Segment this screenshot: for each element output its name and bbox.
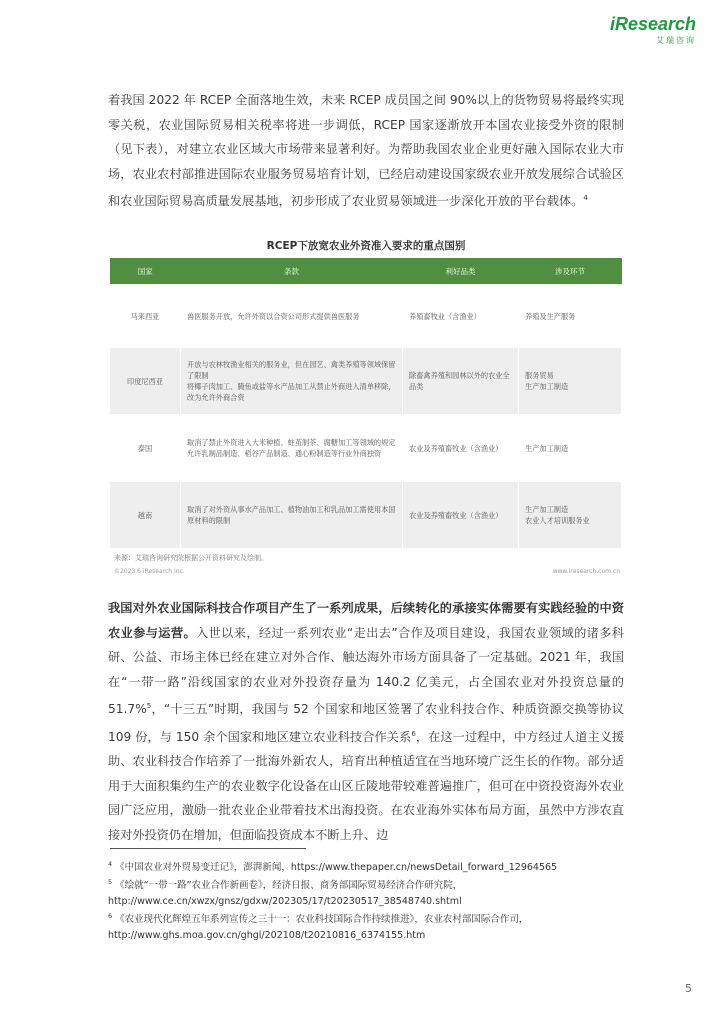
row-stage: 生产加工制造	[519, 414, 622, 482]
footnote-ref-4: 4	[583, 194, 588, 202]
footnote-num: 5	[108, 878, 113, 886]
row-country: 马来西亚	[110, 284, 181, 348]
intro-paragraph	[108, 88, 624, 214]
iresearch-logo	[610, 14, 696, 46]
page-number: 5	[685, 982, 692, 995]
row-clause: 取消了对外资从事水产品加工、植物油加工和乳品加工需使用本国原材料的限制	[181, 482, 403, 548]
table-row	[110, 348, 622, 414]
row-goods: 除畜禽养殖和园林以外的农业全品类	[403, 348, 519, 414]
footnote-ref-5: 5	[146, 702, 152, 710]
copyright: ©2023.6 iResearch Inc.	[114, 568, 185, 575]
rcep-table	[110, 258, 622, 548]
footnote-text: 《绘就“一带一路”农业合作新画卷》，经济日报、商务部国际贸易经济合作研究院，http://www.ce.cn/xwzx/gnsz/gdxw/202305/17/t20230517_38548740.shtml	[108, 880, 463, 908]
footnote-text: 《中国农业对外贸易变迁记》，澎湃新闻，https://www.thepaper.cn/newsDetail_forward_12964565	[115, 862, 558, 874]
table-row	[110, 284, 622, 348]
intro-text: 着我国 2022 年 RCEP 全面落地生效，未来 RCEP 成员国之间 90%以上的货物贸易将最终实现零关税，农业国际贸易相关税率将进一步调低，RCEP 国家逐渐放开本国农业接受外资的限制（见下表），对建立农业区域大市场带来显著利好。为帮助我国农业企业更好融入国际农业大市场，农业农村部推进国际农业服务贸易培育计划，已经启动建设国家级农业开放发展综合试验区和农业国际贸易高质量发展基地，初步形成了农业贸易领域进一步深化开放的平台载体。	[108, 93, 624, 209]
row-country: 泰国	[110, 414, 181, 482]
table-title: RCEP下放宽农业外资准入要求的重点国别	[266, 240, 466, 252]
footnote-divider	[110, 848, 306, 849]
header-clause: 条款	[181, 258, 403, 284]
header-goods: 利好品类	[403, 258, 519, 284]
footnote-6	[108, 908, 628, 944]
body-paragraph	[108, 596, 624, 847]
row-goods: 农业及养殖畜牧业（含渔业）	[403, 482, 519, 548]
body-part3: ，在这一过程中，中方经过人道主义援助、农业科技合作培养了一批海外新农人，培育出种植适宜在当地环境广泛生长的作物。部分适用于大面积集约生产的农业数字化设备在山区丘陵地带较难普遍推广，但可在中资投资海外农业园广泛应用，激励一批农业企业带着技术出海投资。在农业海外实体布局方面，虽然中方涉农直接对外投资仍在增加，但面临投资成本不断上升、边	[108, 729, 625, 842]
row-country: 越南	[110, 482, 181, 548]
row-clause: 兽医服务开放，允许外资以合资公司形式提供兽医服务	[181, 284, 403, 348]
header-stage: 涉及环节	[519, 258, 622, 284]
table-header-row	[110, 258, 622, 284]
bold-lead: 我国对外农业国际科技合作项目产生了一系列成果，后续转化的承接实体需要有实践经验的中资农业参与运营。	[108, 601, 624, 640]
row-goods: 养殖畜牧业（含渔业）	[403, 284, 519, 348]
footnote-ref-6: 6	[411, 729, 416, 738]
row-country: 印度尼西亚	[110, 348, 181, 414]
footnote-num: 6	[108, 912, 113, 920]
website: www.iresearch.com.cn	[552, 568, 620, 575]
row-clause: 取消了禁止外资进入大米种植、蛀茧制茶、腐糖加工等领域的规定 允许乳制品制造、稻谷产品制造、通心粉制造等行业外商独资	[181, 414, 403, 482]
logo-subtitle: 艾瑞咨询	[656, 36, 696, 45]
footnote-text: 《农业现代化辉煌五年系列宣传之三十一：农业科技国际合作持续推进》，农业农村部国际合作司，http://www.ghs.moa.gov.cn/ghgl/202108/t20210816_6374155.htm	[108, 914, 529, 942]
table-row	[110, 482, 622, 548]
header-country: 国家	[110, 258, 181, 284]
logo-text: iResearch	[609, 14, 696, 34]
body-part2: ，“十三五”时期，我国与 52 个国家和地区签署了农业科技合作、种质资源交换等协议 109 份，与 150 余个国家和地区建立农业科技合作关系	[108, 702, 624, 744]
footnote-num: 4	[108, 860, 113, 868]
body-part1: 入世以来，经过一系列农业“走出去”合作及项目建设，我国农业领域的诸多科研、公益、市场主体已经在建立对外合作、触达海外市场方面具备了一定基础。2021 年，我国在“一带一路”沿线国家的农业对外投资存量为 140.2 亿美元，占全国农业对外投资总量的 51.7%	[108, 625, 624, 717]
footnote-5	[108, 874, 628, 910]
row-stage: 养殖及生产服务	[519, 284, 622, 348]
table-row	[110, 414, 622, 482]
row-stage: 生产加工制造 农业人才培训服务业	[519, 482, 622, 548]
row-clause: 开放与农林牧渔业相关的服务业，但在园艺、禽类养殖等领域保留了限制 将椰子肉加工、腌鱼或盐等水产品加工从禁止外商进入清单移除，改为允许外商合资	[181, 348, 403, 414]
row-stage: 服务贸易 生产加工制造	[519, 348, 622, 414]
table-source: 来源：艾瑞咨询研究院根据公开资料研究及绘制。	[114, 554, 268, 562]
row-goods: 农业及养殖畜牧业（含渔业）	[403, 414, 519, 482]
